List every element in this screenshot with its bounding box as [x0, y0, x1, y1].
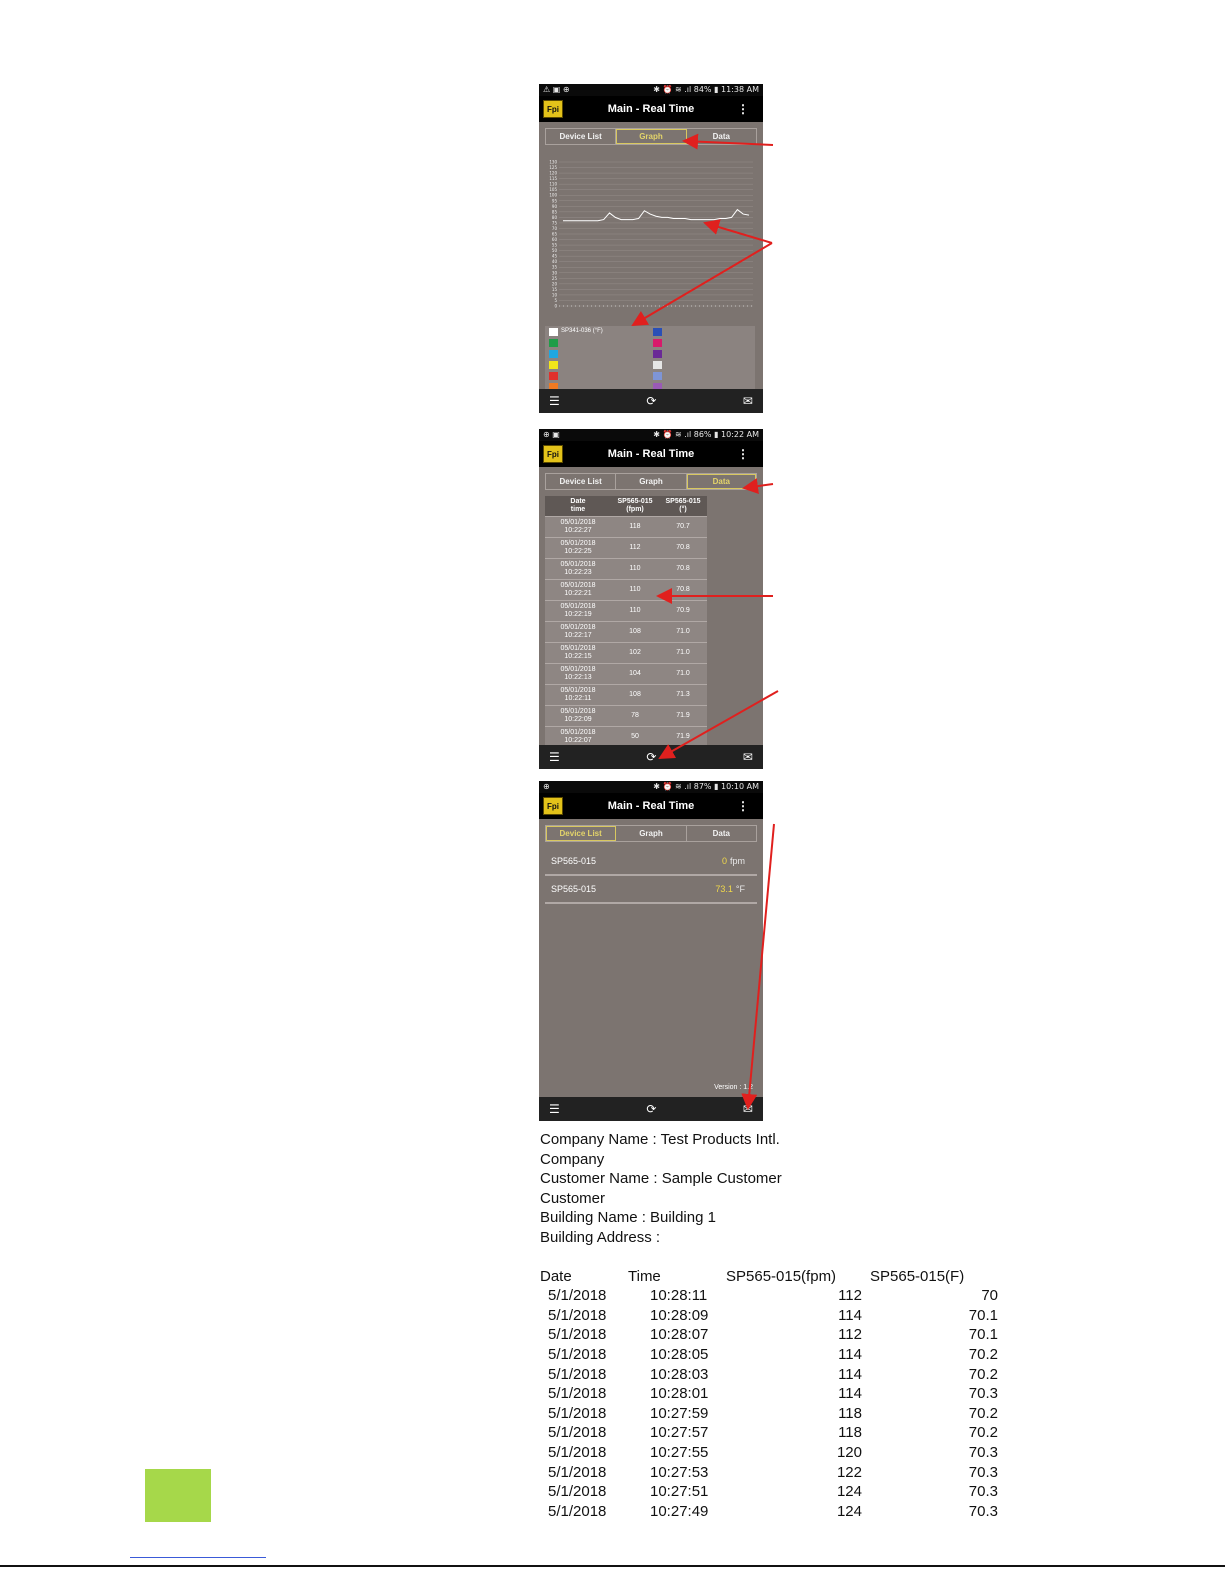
report-customer-name: Customer Name : Sample Customer: [540, 1170, 782, 1188]
fpi-logo: Fpi: [543, 797, 563, 815]
report-cell: 124: [836, 1502, 862, 1520]
y-tick-label: 115: [549, 176, 557, 182]
table-cell: 05/01/2018 10:22:21: [545, 580, 611, 601]
report-cell: 10:28:03: [650, 1365, 709, 1383]
tab-device-list[interactable]: Device List: [546, 826, 616, 841]
chart-legend: [545, 326, 755, 396]
report-row: [540, 1286, 998, 1306]
report-cell: 5/1/2018: [548, 1404, 607, 1422]
device-row[interactable]: [545, 876, 757, 904]
table-row: [545, 643, 707, 664]
tab-data[interactable]: Data: [712, 132, 730, 141]
app-title: Main - Real Time: [607, 800, 695, 812]
report-cell: 70.3: [968, 1483, 998, 1501]
table-cell: 112: [611, 538, 659, 559]
table-row: [545, 601, 707, 622]
report-cell: 118: [838, 1404, 862, 1422]
table-cell: 118: [611, 517, 659, 538]
status-right-info: ✱ ⏰ ≋ .ıl 86% ▮ 10:22 AM: [653, 430, 759, 439]
report-cell: 10:27:57: [650, 1424, 709, 1442]
app-bar: [539, 96, 763, 122]
report-cell: 10:28:05: [650, 1345, 709, 1363]
table-cell: 70.9: [659, 601, 707, 622]
bottom-toolbar: [539, 389, 763, 413]
status-right-info: ✱ ⏰ ≋ .ıl 84% ▮ 11:38 AM: [653, 85, 759, 94]
status-bar: [539, 84, 763, 96]
column-header: SP565-015 (°): [659, 496, 707, 517]
report-cell: 5/1/2018: [548, 1345, 607, 1363]
legend-swatch: [549, 361, 558, 369]
table-cell: 05/01/2018 10:22:19: [545, 601, 611, 622]
report-cell: 70.3: [968, 1443, 998, 1461]
report-row: [540, 1482, 998, 1502]
legend-swatch: [653, 361, 662, 369]
legend-swatch: [653, 328, 662, 336]
report-row: [540, 1306, 998, 1326]
version-label: Version : 1.2: [714, 1084, 753, 1091]
email-icon[interactable]: ✉: [742, 394, 753, 408]
report-cell: 10:27:59: [650, 1404, 709, 1422]
y-tick-label: 40: [551, 259, 557, 265]
y-tick-label: 65: [551, 231, 557, 237]
device-value: 73.1: [715, 884, 733, 894]
footer-link-underline: [130, 1557, 266, 1558]
y-tick-label: 10: [551, 292, 557, 298]
report-row: [540, 1345, 998, 1365]
y-tick-label: 30: [551, 270, 557, 276]
table-cell: 50: [611, 727, 659, 748]
overflow-menu-icon[interactable]: ⋮: [737, 102, 749, 116]
report-cell: 5/1/2018: [548, 1306, 607, 1324]
report-row: [540, 1325, 998, 1345]
y-tick-label: 50: [551, 248, 557, 254]
report-cell: 10:28:09: [650, 1306, 709, 1324]
fpi-logo: Fpi: [543, 100, 563, 118]
report-cell: 70.2: [968, 1424, 998, 1442]
legend-swatch: [549, 350, 558, 358]
report-building-name: Building Name : Building 1: [540, 1209, 716, 1227]
y-tick-label: 120: [549, 170, 557, 176]
table-cell: 05/01/2018 10:22:17: [545, 622, 611, 643]
table-cell: 110: [611, 580, 659, 601]
legend-swatch: [653, 350, 662, 358]
phone-screen-graph: [539, 84, 763, 413]
report-col-time: Time: [628, 1267, 661, 1285]
app-title: Main - Real Time: [607, 103, 695, 115]
phone-screen-data: [539, 429, 763, 769]
report-row: [540, 1463, 998, 1483]
tab-bar: [545, 473, 757, 490]
column-header: Date time: [545, 496, 611, 517]
column-header: SP565-015 (fpm): [611, 496, 659, 517]
report-cell: 124: [836, 1483, 862, 1501]
email-icon[interactable]: ✉: [742, 750, 753, 764]
refresh-icon[interactable]: ⟳: [646, 1102, 657, 1116]
y-tick-label: 55: [551, 242, 557, 248]
status-left-icons: ⚠ ▣ ⊕: [543, 85, 570, 94]
refresh-icon[interactable]: ⟳: [646, 750, 657, 764]
report-cell: 70.3: [968, 1502, 998, 1520]
table-cell: 104: [611, 664, 659, 685]
table-cell: 05/01/2018 10:22:11: [545, 685, 611, 706]
status-left-icons: ⊕ ▣: [543, 430, 560, 439]
y-tick-label: 15: [551, 286, 557, 292]
email-icon[interactable]: ✉: [742, 1102, 753, 1116]
report-row: [540, 1384, 998, 1404]
overflow-menu-icon[interactable]: ⋮: [737, 799, 749, 813]
y-tick-label: 105: [549, 187, 557, 193]
table-cell: 70.8: [659, 538, 707, 559]
tab-graph[interactable]: Graph: [616, 474, 686, 489]
report-cell: 10:27:49: [650, 1502, 709, 1520]
table-header-row: [545, 496, 707, 517]
device-row[interactable]: [545, 848, 757, 876]
report-cell: 5/1/2018: [548, 1502, 607, 1520]
report-cell: 5/1/2018: [548, 1385, 607, 1403]
y-tick-label: 35: [551, 264, 557, 270]
report-cell: 10:28:01: [650, 1385, 709, 1403]
status-left-icons: ⊕: [543, 782, 550, 791]
report-cell: 10:28:11: [650, 1287, 708, 1305]
device-value: 0: [721, 856, 727, 866]
report-row: [540, 1423, 998, 1443]
fpi-logo: Fpi: [543, 445, 563, 463]
table-row: [545, 727, 707, 748]
bottom-toolbar: [539, 1097, 763, 1121]
y-tick-label: 45: [551, 253, 557, 259]
realtime-line-chart: [543, 156, 757, 326]
app-bar: [539, 793, 763, 819]
tab-device-list[interactable]: Device List: [546, 129, 616, 144]
table-row: [545, 664, 707, 685]
table-cell: 05/01/2018 10:22:23: [545, 559, 611, 580]
series-line: [563, 210, 749, 221]
report-header-row: [540, 1267, 998, 1287]
email-report: [540, 1130, 998, 1521]
table-cell: 05/01/2018 10:22:13: [545, 664, 611, 685]
report-customer: Customer: [540, 1189, 606, 1207]
refresh-icon[interactable]: ⟳: [646, 394, 657, 408]
report-cell: 114: [838, 1345, 862, 1363]
device-reading: [722, 856, 745, 866]
table-cell: 70.8: [659, 580, 707, 601]
report-cell: 10:28:07: [650, 1326, 709, 1344]
report-row: [540, 1502, 998, 1522]
y-tick-label: 80: [551, 214, 557, 220]
y-tick-label: 60: [551, 237, 557, 243]
report-col-f: SP565-015(F): [870, 1267, 965, 1285]
table-cell: 70.8: [659, 559, 707, 580]
report-cell: 5/1/2018: [548, 1483, 607, 1501]
table-row: [545, 559, 707, 580]
table-cell: 71.9: [659, 727, 707, 748]
y-tick-label: 85: [551, 209, 557, 215]
report-cell: 5/1/2018: [548, 1424, 607, 1442]
table-cell: 05/01/2018 10:22:25: [545, 538, 611, 559]
report-table: [540, 1267, 998, 1522]
report-cell: 70.1: [968, 1306, 998, 1324]
table-cell: 71.3: [659, 685, 707, 706]
table-cell: 05/01/2018 10:22:07: [545, 727, 611, 748]
legend-label: SP341-036 (°F): [561, 328, 603, 334]
table-row: [545, 538, 707, 559]
device-unit: fpm: [729, 856, 745, 866]
y-tick-label: 95: [551, 198, 557, 204]
report-building-address: Building Address :: [540, 1228, 661, 1246]
report-col-fpm: SP565-015(fpm): [726, 1267, 837, 1285]
table-cell: 70.7: [659, 517, 707, 538]
status-bar: [539, 781, 763, 793]
report-col-date: Date: [540, 1267, 572, 1285]
legend-swatch: [549, 328, 558, 336]
tab-device-list[interactable]: Device List: [546, 474, 616, 489]
y-tick-label: 90: [551, 203, 557, 209]
page-bottom-rule: [0, 1565, 1225, 1567]
y-tick-label: 75: [551, 220, 557, 226]
report-cell: 112: [838, 1326, 862, 1344]
table-row: [545, 622, 707, 643]
device-name: SP565-015: [551, 856, 597, 866]
legend-swatch: [653, 372, 662, 380]
report-cell: 70: [981, 1287, 998, 1305]
table-cell: 110: [611, 559, 659, 580]
table-cell: 108: [611, 622, 659, 643]
report-row: [540, 1404, 998, 1424]
table-row: [545, 706, 707, 727]
y-tick-label: 110: [549, 181, 557, 187]
report-cell: 114: [838, 1385, 862, 1403]
table-cell: 05/01/2018 10:22:09: [545, 706, 611, 727]
table-cell: 78: [611, 706, 659, 727]
report-company-name: Company Name : Test Products Intl.: [540, 1131, 780, 1148]
accent-block: [145, 1469, 211, 1522]
list-icon[interactable]: ☰: [549, 1102, 560, 1116]
report-cell: 5/1/2018: [548, 1326, 607, 1344]
y-tick-label: 70: [551, 225, 557, 231]
device-reading: [715, 884, 745, 894]
y-tick-label: 125: [549, 165, 557, 171]
table-row: [545, 517, 707, 538]
tab-graph[interactable]: Graph: [616, 129, 686, 144]
table-cell: 102: [611, 643, 659, 664]
y-tick-label: 0: [554, 303, 557, 309]
tab-data[interactable]: Data: [687, 474, 756, 489]
report-cell: 118: [838, 1424, 862, 1442]
report-cell: 70.2: [968, 1404, 998, 1422]
table-row: [545, 685, 707, 706]
status-right-info: ✱ ⏰ ≋ .ıl 87% ▮ 10:10 AM: [653, 782, 759, 791]
list-icon[interactable]: ☰: [549, 750, 560, 764]
overflow-menu-icon[interactable]: ⋮: [737, 447, 749, 461]
report-cell: 5/1/2018: [548, 1463, 607, 1481]
table-cell: 108: [611, 685, 659, 706]
tab-data[interactable]: Data: [712, 829, 730, 838]
report-cell: 70.3: [968, 1385, 998, 1403]
device-unit: °F: [735, 884, 745, 894]
report-cell: 112: [838, 1287, 862, 1305]
legend-swatch: [549, 372, 558, 380]
table-cell: 71.0: [659, 664, 707, 685]
report-cell: 10:27:55: [650, 1443, 709, 1461]
legend-swatch: [653, 339, 662, 347]
device-name: SP565-015: [551, 884, 597, 894]
report-cell: 5/1/2018: [548, 1287, 607, 1305]
y-tick-label: 100: [549, 192, 557, 198]
bottom-toolbar: [539, 745, 763, 769]
phone-screen-device-list: [539, 781, 763, 1121]
report-row: [540, 1365, 998, 1385]
tab-graph[interactable]: Graph: [616, 826, 686, 841]
report-cell: 70.1: [968, 1326, 998, 1344]
tab-bar: [545, 128, 757, 145]
list-icon[interactable]: ☰: [549, 394, 560, 408]
report-cell: 10:27:51: [650, 1483, 709, 1501]
table-cell: 71.0: [659, 622, 707, 643]
report-cell: 114: [838, 1365, 862, 1383]
report-cell: 114: [838, 1306, 862, 1324]
status-bar: [539, 429, 763, 441]
report-company: Company: [540, 1150, 605, 1168]
report-cell: 5/1/2018: [548, 1443, 607, 1461]
app-bar: [539, 441, 763, 467]
table-row: [545, 580, 707, 601]
report-cell: 122: [836, 1463, 862, 1481]
report-cell: 70.3: [968, 1463, 998, 1481]
data-table: [545, 496, 707, 747]
table-cell: 71.9: [659, 706, 707, 727]
y-tick-label: 25: [551, 275, 557, 281]
y-tick-label: 20: [551, 281, 557, 287]
report-cell: 5/1/2018: [548, 1365, 607, 1383]
report-cell: 70.2: [968, 1345, 998, 1363]
table-cell: 05/01/2018 10:22:15: [545, 643, 611, 664]
y-tick-label: 5: [554, 297, 557, 303]
tab-bar: [545, 825, 757, 842]
report-row: [540, 1443, 998, 1463]
table-cell: 71.0: [659, 643, 707, 664]
y-tick-label: 130: [549, 159, 557, 165]
table-cell: 110: [611, 601, 659, 622]
report-cell: 120: [836, 1443, 862, 1461]
report-cell: 10:27:53: [650, 1463, 709, 1481]
legend-swatch: [549, 339, 558, 347]
app-title: Main - Real Time: [607, 448, 695, 460]
report-cell: 70.2: [968, 1365, 998, 1383]
table-cell: 05/01/2018 10:22:27: [545, 517, 611, 538]
